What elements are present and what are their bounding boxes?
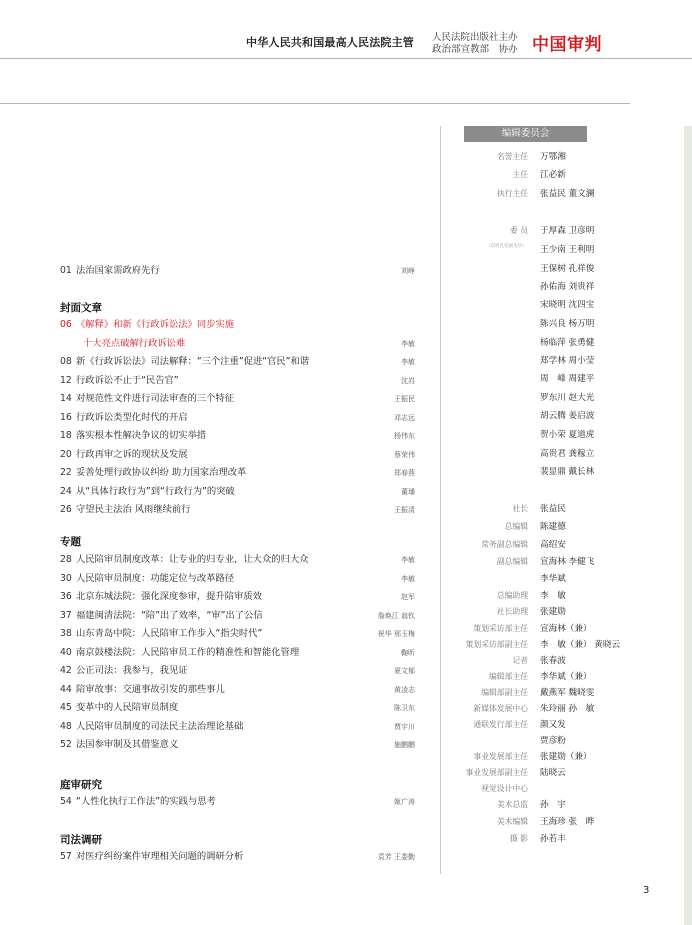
toc-author: 董璠 [401, 487, 415, 496]
magazine-logo: 中国审判 [532, 35, 602, 55]
board-names: 杨临萍 张勇健 [540, 338, 595, 348]
toc-page-number: 20 [60, 448, 72, 460]
section-heading: 司法调研 [60, 834, 102, 846]
toc-author: 杨伟东 [394, 432, 415, 440]
toc-title: 人民陪审员制度改革：让专业的归专业，让大众的归大众 [76, 554, 309, 565]
board-names: 罗东川 赵大光 [540, 393, 595, 403]
toc-title: 新《行政诉讼法》司法解释：“三个注重”促进“官民”和谐 [76, 356, 310, 367]
toc-entry[interactable] [60, 409, 415, 428]
board-names: 戴燕军 魏晓雯 [540, 688, 595, 698]
section-heading: 封面文章 [60, 302, 102, 314]
toc-author: 蔡荣伟 [394, 450, 415, 459]
toc-entry[interactable] [60, 644, 415, 663]
toc-entry[interactable] [60, 335, 415, 354]
toc-title: 法国参审制及其借鉴意义 [76, 739, 179, 750]
toc-entry[interactable] [60, 681, 415, 700]
toc-entry[interactable] [60, 588, 415, 607]
board-names: 张春波 [540, 656, 566, 666]
board-names: 孙 宇 [540, 800, 566, 810]
toc-author: 夏文郁 [394, 667, 415, 675]
toc-entry[interactable] [60, 464, 415, 483]
board-names: 贺小荣 夏道虎 [540, 430, 595, 440]
toc-page-number: 48 [60, 720, 72, 732]
board-names: 李华斌 [540, 574, 566, 584]
toc-title: 变革中的人民陪审员制度 [76, 702, 179, 713]
board-role: 新媒体发展中心 [473, 704, 528, 713]
toc-page-number: 40 [60, 646, 72, 658]
toc-entry[interactable] [60, 390, 415, 409]
toc-page-number: 28 [60, 554, 72, 565]
toc-title: 人民陪审员制度的司法民主法治理论基础 [76, 720, 244, 732]
sponsor-line: 中华人民共和国最高人民法院主管 [246, 36, 414, 49]
board-names: 万鄂湘 [540, 152, 566, 162]
toc-title: 对规范性文件进行司法审查的三个特征 [76, 393, 235, 404]
toc-author: 王振清 [394, 506, 415, 514]
toc-page-number: 12 [60, 374, 72, 386]
toc-title: 陪审故事：交通事故引发的那些事儿 [76, 683, 225, 695]
board-names: 张益民 [540, 504, 566, 514]
toc-entry[interactable] [60, 718, 415, 737]
board-names: 裴显鼎 戴长林 [540, 467, 595, 477]
board-role: 总编助理 [496, 591, 528, 600]
board-names: 颜又发 [540, 720, 566, 730]
board-names: 宣海林 李健飞 [540, 557, 595, 567]
board-role: 主任 [512, 170, 528, 179]
toc-page-number: 22 [60, 467, 72, 478]
board-role: 社长 [512, 504, 528, 513]
toc-author: 鞠昕 [401, 648, 415, 657]
toc-page-number: 08 [60, 356, 72, 367]
page-number: 3 [643, 885, 650, 896]
board-role: 委 员 [509, 226, 528, 235]
toc-title: 十大亮点破解行政诉讼难 [83, 337, 186, 349]
board-names: 胡云腾 姜启波 [540, 411, 595, 421]
toc-page-number: 36 [60, 591, 72, 602]
board-names: 张建勋 [540, 607, 566, 617]
board-role: 常务副总编辑 [481, 540, 528, 549]
toc-title: 人民陪审员制度：功能定位与改革路径 [76, 572, 235, 584]
toc-author: 陈卫东 [394, 704, 415, 712]
board-names: 王保树 孔祥俊 [540, 264, 595, 274]
toc-title: 南京鼓楼法院：人民陪审员工作的精准性和智能化管理 [76, 646, 300, 658]
toc-entry[interactable] [60, 353, 415, 372]
board-role: 总编辑 [504, 522, 528, 531]
toc-title: 《解释》和新《行政诉讼法》同步实施 [76, 319, 235, 330]
toc-author: 李敏 [401, 574, 415, 583]
toc-page-number: 42 [60, 665, 72, 676]
board-role: 策划采访部主任 [473, 624, 528, 633]
toc-author: 黄凌志 [394, 685, 415, 694]
section-heading: 专题 [60, 536, 81, 548]
board-names: 陆晓云 [540, 768, 566, 778]
subheader-rule [0, 103, 630, 104]
toc-entry[interactable] [60, 316, 415, 335]
toc-page-number: 30 [60, 572, 72, 584]
members-order-note: （以姓氏笔画为序） [486, 244, 527, 249]
toc-title: 从“具体行政行为”到“行政行为”的突破 [76, 485, 235, 497]
board-role: 美术编辑 [496, 817, 528, 826]
board-names: 李 敏 [540, 591, 566, 601]
toc-page-number: 38 [60, 628, 72, 639]
board-names: 陈建德 [540, 522, 566, 532]
toc-entry[interactable] [60, 446, 415, 465]
board-names: 周 峰 周建平 [540, 374, 595, 384]
toc-page-number: 06 [60, 319, 72, 330]
toc-title: 行政诉讼类型化时代的开启 [76, 411, 188, 423]
board-role: 策划采访部副主任 [465, 640, 528, 649]
toc-title: 山东青岛中院：人民陪审工作步入“指尖时代” [76, 628, 263, 639]
publisher-line-2: 政治部宣教部 协办 [432, 44, 518, 55]
publisher-line-1: 人民法院出版社主办 [432, 32, 518, 43]
toc-title: 法治国家需政府先行 [76, 265, 160, 276]
board-role: 编辑部主任 [489, 672, 528, 681]
board-names: 高贵君 龚稼立 [540, 449, 595, 459]
toc-entry[interactable] [60, 793, 415, 812]
toc-title: 行政再审之诉的现状及发展 [76, 448, 188, 460]
board-role: 记者 [512, 656, 528, 665]
toc-page-number: 01 [60, 265, 72, 276]
board-names: 李华斌（兼） [540, 672, 592, 682]
toc-page-number: 26 [60, 504, 72, 515]
board-names: 张建勋（兼） [540, 752, 592, 762]
board-names: 于厚森 卫彦明 [540, 226, 595, 236]
toc-entry[interactable] [60, 662, 415, 681]
toc-entry[interactable] [60, 625, 415, 644]
toc-entry[interactable] [60, 551, 415, 570]
toc-title: 对医疗纠纷案件审理相关问题的调研分析 [76, 851, 244, 862]
board-names: 孙若丰 [540, 834, 566, 844]
toc-title: “人性化执行工作法”的实践与思考 [76, 796, 216, 807]
section-heading: 庭审研究 [60, 779, 102, 791]
board-names: 贾彦粉 [540, 736, 566, 746]
toc-entry[interactable] [60, 262, 415, 281]
toc-author: 王振民 [394, 395, 415, 403]
toc-entry[interactable] [60, 848, 415, 867]
board-names: 王海珍 张 晔 [540, 817, 595, 827]
toc-entry[interactable] [60, 736, 415, 755]
board-role: 社长助理 [496, 607, 528, 616]
toc-author: 祝华 邢玉梅 [377, 630, 415, 638]
page-edge-strip [684, 126, 692, 925]
toc-entry[interactable] [60, 699, 415, 718]
toc-author: 姬广涛 [394, 798, 415, 806]
toc-entry[interactable] [60, 570, 415, 589]
board-names: 朱玲丽 孙 敏 [540, 704, 595, 714]
toc-page-number: 44 [60, 683, 72, 695]
board-role: 事业发展部副主任 [465, 768, 528, 777]
toc-entry[interactable] [60, 483, 415, 502]
toc-page-number: 52 [60, 739, 72, 750]
board-role: 编辑部副主任 [481, 688, 528, 697]
board-names: 江必新 [540, 170, 566, 180]
toc-author: 赵军 [401, 593, 415, 601]
toc-author: 沈岿 [401, 376, 415, 385]
toc-author: 邓志远 [394, 413, 415, 422]
toc-page-number: 18 [60, 430, 72, 441]
toc-entry[interactable] [60, 607, 415, 626]
board-names: 宋晓明 沈四宝 [540, 300, 595, 310]
board-role: 副总编辑 [496, 557, 528, 566]
board-role: 美术总监 [496, 800, 528, 809]
toc-author: 李敏 [401, 556, 415, 564]
board-role: 事业发展部主任 [473, 752, 528, 761]
toc-author: 郑春燕 [394, 469, 415, 477]
toc-title: 福建闽清法院：“陪”出了效率，“审”出了公信 [76, 609, 263, 621]
toc-page-number: 45 [60, 702, 72, 713]
board-role: 通联发行部主任 [473, 720, 528, 729]
toc-title: 落实根本性解决争议的切实举措 [76, 430, 207, 441]
toc-author: 李敏 [401, 358, 415, 366]
toc-title: 北京东城法院：强化深度参审，提升陪审质效 [76, 591, 262, 602]
board-names: 孙佑海 刘贵祥 [540, 282, 595, 292]
toc-author: 贾宇川 [394, 722, 415, 731]
board-role: 名誉主任 [496, 152, 528, 161]
toc-author: 詹焕江 翁钦 [377, 611, 415, 620]
board-names: 高绍安 [540, 540, 566, 550]
toc-page-number: 16 [60, 411, 72, 423]
board-names: 张益民 董文澜 [540, 189, 595, 199]
toc-title: 妥善处理行政协议纠纷 助力国家治理改革 [76, 467, 247, 478]
toc-page-number: 54 [60, 796, 72, 807]
board-role: 执行主任 [496, 189, 528, 198]
toc-page-number: 14 [60, 393, 72, 404]
toc-title: 行政诉讼不止于“民告官” [76, 374, 179, 386]
board-role: 视觉设计中心 [481, 784, 528, 793]
board-names: 宣海林（兼） [540, 624, 592, 634]
toc-author: 袁芳 王娄勤 [377, 853, 415, 861]
board-role: 摄 影 [509, 834, 528, 843]
toc-title: 公正司法：我参与，我见证 [76, 665, 188, 676]
toc-entry[interactable] [60, 372, 415, 391]
toc-author: 刘峥 [401, 267, 415, 275]
board-names: 李 敏（兼） 黄晓云 [540, 640, 621, 650]
toc-author: 施鹏鹏 [394, 741, 415, 749]
toc-author: 李敏 [401, 339, 415, 348]
board-names: 郑学林 周小莹 [540, 356, 595, 366]
toc-entry[interactable] [60, 427, 415, 446]
board-names: 王少南 王利明 [540, 245, 595, 255]
board-names: 陈兴良 杨万明 [540, 319, 595, 329]
board-title: 编辑委员会 [464, 126, 587, 142]
toc-page-number: 37 [60, 609, 72, 621]
toc-title: 守望民主法治 风雨继续前行 [76, 504, 191, 515]
header-rule [0, 58, 692, 59]
toc-page-number: 24 [60, 485, 72, 497]
toc-page-number: 57 [60, 851, 72, 862]
toc-entry[interactable] [60, 501, 415, 520]
